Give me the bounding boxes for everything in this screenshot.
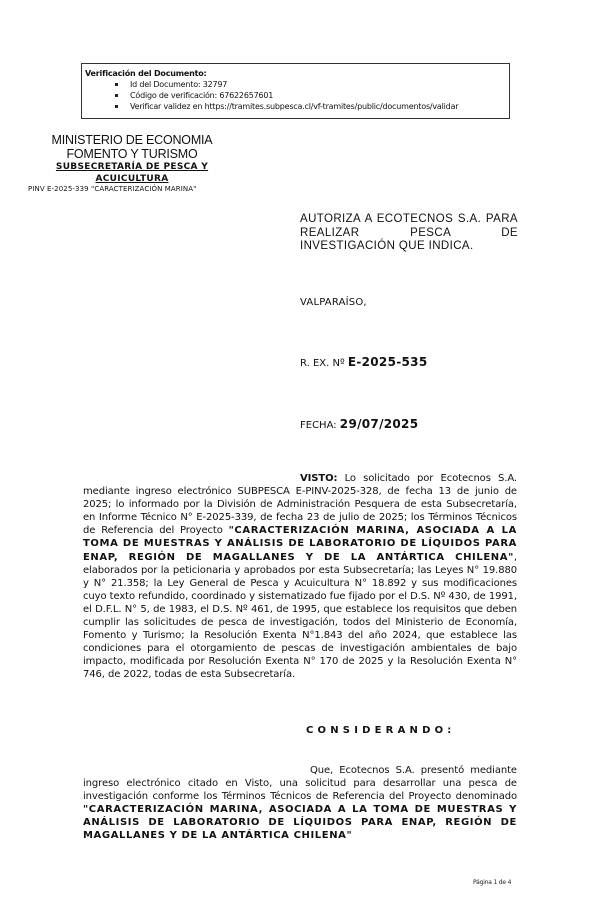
verification-title: Verificación del Documento: [85, 69, 207, 78]
considerando-heading: CONSIDERANDO: [306, 725, 456, 736]
resolution-label: R. EX. Nº [300, 358, 345, 369]
place: VALPARAÍSO, [300, 297, 367, 308]
subsecretaria-line-1: SUBSECRETARÍA DE PESCA Y [55, 162, 209, 172]
verification-list [85, 79, 509, 112]
considerando-text-1: Que, Ecotecnos S.A. presentó mediante ingreso electrónico citado en Visto, una solicitud para desarrollar una pesca de investigación conforme los Términos Técnicos de Referencia del Proyecto denominado [83, 765, 517, 803]
visto-paragraph [83, 472, 517, 682]
verification-code-item: Código de verificación: 67622657601 [115, 90, 509, 101]
verification-url-item[interactable]: Verificar validez en https://tramites.subpesca.cl/vf-tramites/public/documentos/validar [115, 101, 509, 112]
subsecretaria-line-2: ACUICULTURA [95, 174, 169, 184]
visto-project-title: "CARACTERIZACIÓN MARINA, ASOCIADA A LA TOMA DE MUESTRAS Y ANÁLISIS DE LABORATORIO DE LÍQUIDOS PARA ENAP, REGIÓN DE MAGALLANES Y DE LA ANTÁRTICA CHILENA" [83, 525, 517, 563]
visto-text-2: , elaborados por la peticionaria y aprobados por esta Subsecretaría; las Leyes N° 19.880 y N° 21.358; la Ley General de Pesca y Acuicultura N° 18.892 y sus modificaciones cuyo texto refundido, coordinado y sistematizado fue fijado por el D.S. Nº 430, de 1991, el D.F.L. N° 5, de 1983, el D.S. Nº 461, de 1995, que establece los requisitos que deben cumplir las solicitudes de pesca de investigación, todos del Ministerio de Economía, Fomento y Turismo; la Resolución Exenta N°1.843 del año 2024, que establece las condiciones para el otorgamiento de pescas de investigación ambientales de bajo impacto, modificada por Resolución Exenta N° 170 de 2025 y la Resolución Exenta N° 746, de 2022, todas de esta Subsecretaría. [83, 551, 517, 681]
visto-text-1: Lo solicitado por Ecotecnos S.A. mediante ingreso electrónico SUBPESCA E-PINV-2025-328, de fecha 13 de junio de 2025; lo informado por la División de Administración Pesquera de esta Subsecretaría, en Informe Técnico N° E-2025-339, de fecha 23 de julio de 2025; los Términos Técnicos de Referencia del Proyecto [83, 473, 517, 537]
ministry-line-1: MINISTERIO DE ECONOMIA [51, 133, 213, 147]
project-reference: PINV E-2025-339 "CARACTERIZACIÓN MARINA" [28, 185, 197, 193]
date-label: FECHA: [300, 420, 337, 431]
letterhead [22, 133, 242, 185]
document-id-item: Id del Documento: 32797 [115, 79, 509, 90]
document-date [300, 417, 418, 431]
resolution-number [300, 355, 427, 369]
considerando-project-title: "CARACTERIZACIÓN MARINA, ASOCIADA A LA TOMA DE MUESTRAS Y ANÁLISIS DE LABORATORIO DE LÍQUIDOS PARA ENAP, REGIÓN DE MAGALLANES Y DE LA ANTÁRTICA CHILENA" [83, 804, 517, 842]
resolution-value: E-2025-535 [347, 355, 428, 369]
ministry-line-2: FOMENTO Y TURISMO [66, 147, 198, 161]
visto-label: VISTO: [300, 473, 338, 484]
page-number: Página 1 de 4 [473, 879, 512, 886]
considerando-paragraph-1 [83, 764, 517, 843]
date-value: 29/07/2025 [339, 417, 419, 431]
document-subject: AUTORIZA A ECOTECNOS S.A. PARA REALIZAR PESCA DE INVESTIGACIÓN QUE INDICA. [300, 213, 518, 252]
verification-box [81, 63, 510, 119]
